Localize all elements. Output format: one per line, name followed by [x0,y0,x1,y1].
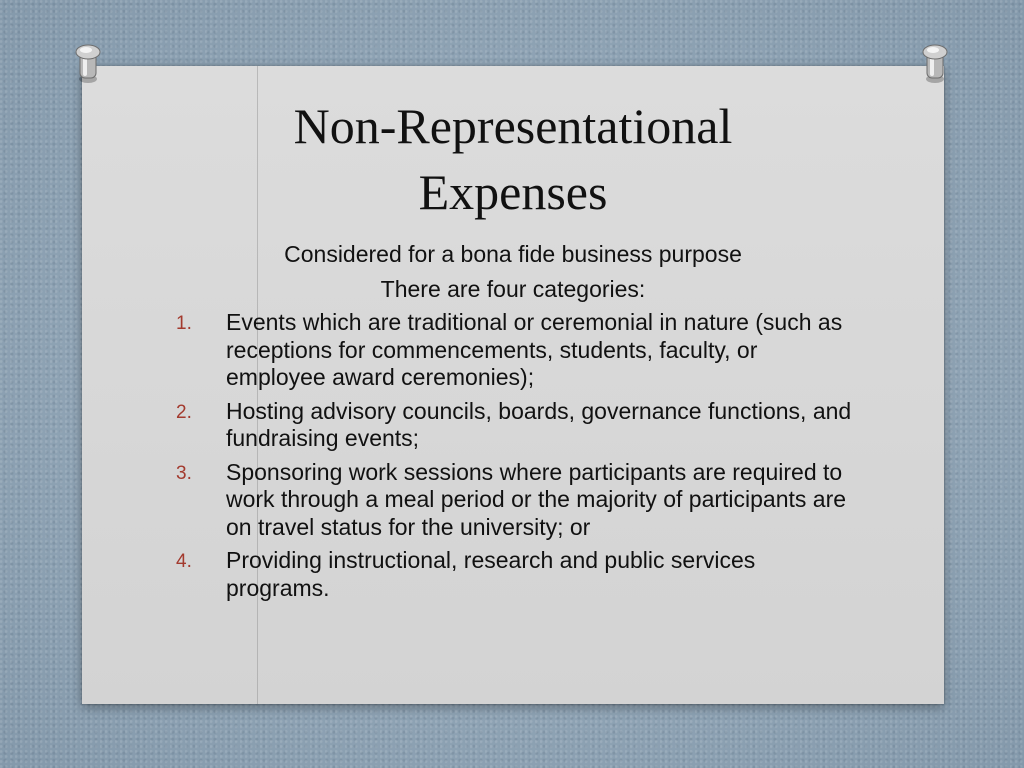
list-item-text: Events which are traditional or ceremonial in nature (such as receptions for commencements, students, faculty, or employee award ceremonies); [226,309,843,390]
title-line-1: Non-Representational [293,98,733,154]
list-item-text: Hosting advisory councils, boards, governance functions, and fundraising events; [226,397,852,451]
list-item [172,547,862,602]
list-item [172,309,862,392]
pushpin-icon [73,42,103,88]
list-item [172,398,862,453]
pushpin-icon [920,42,950,88]
list-item-number: 2. [176,401,192,423]
list-item-number: 3. [176,462,192,484]
list-item-text: Providing instructional, research and public services programs. [226,547,756,601]
subtitle-purpose: Considered for a bona fide business purpose [284,241,742,267]
category-list [172,309,862,608]
list-item-text: Sponsoring work sessions where participants are required to work through a meal period or the majority of participants are on travel status for the university; or [226,458,847,540]
title-line-2: Expenses [418,164,608,220]
slide-title [82,93,944,225]
list-item-number: 1. [176,313,192,334]
list-item-number: 4. [176,551,192,572]
subtitle-categories: There are four categories: [380,276,646,302]
list-item [172,459,862,542]
